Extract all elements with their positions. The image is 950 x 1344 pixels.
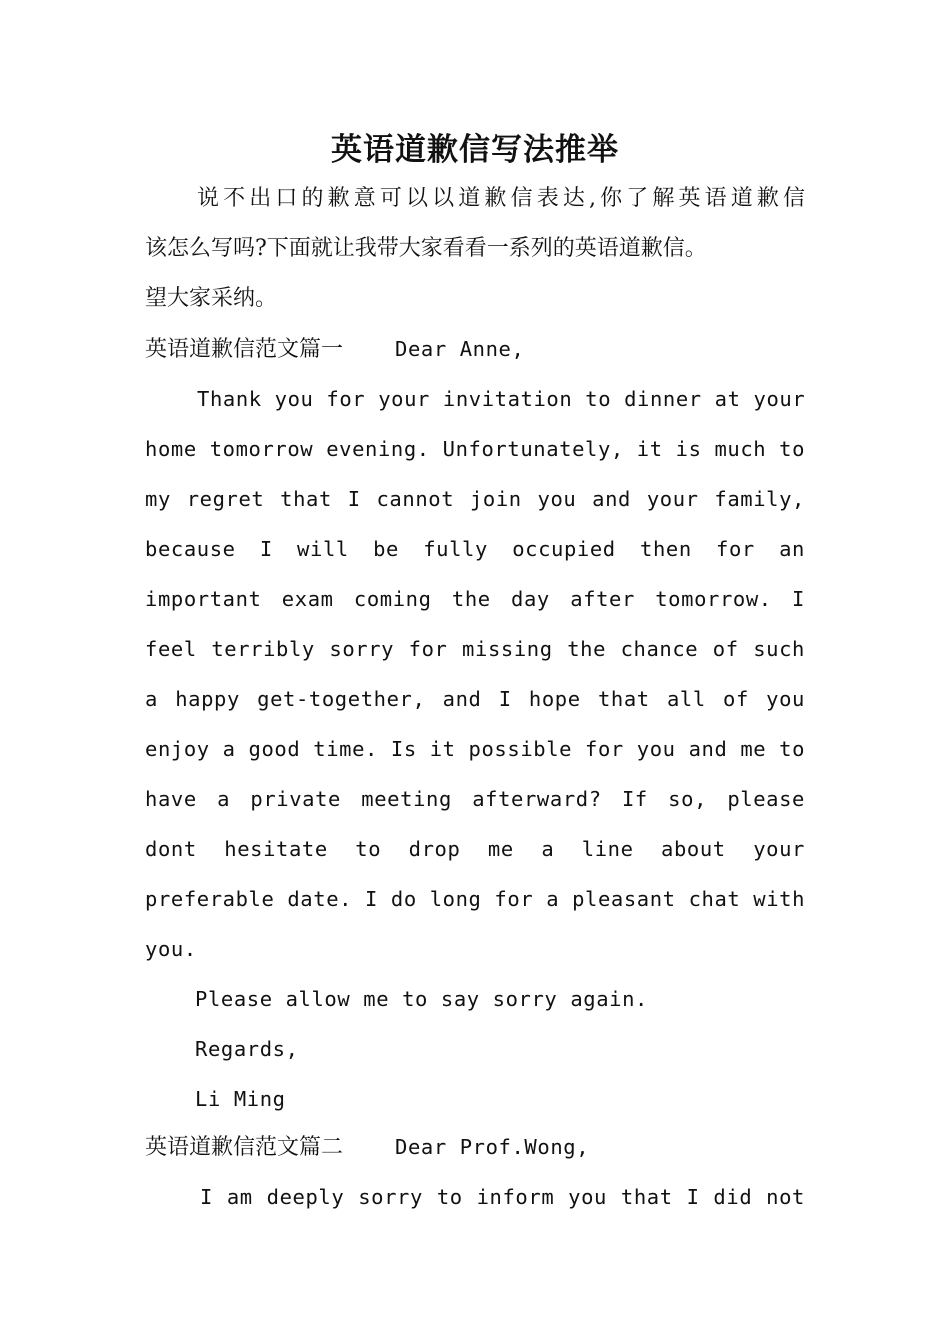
section1-salutation: Dear Anne, [395,337,525,361]
section1-body-line: my regret that I cannot join you and your family, [145,487,805,511]
section1-body-line: home tomorrow evening. Unfortunately, it is much to [145,437,806,461]
section1-body-line: preferable date. I do long for a pleasant chat with [145,887,806,911]
section1-body-line: have a private meeting afterward? If so, please [145,787,805,811]
section1-regards: Regards, [195,1037,299,1061]
section1-body-line: because I will be fully occupied then for an [145,537,805,561]
section2-body-line: I am deeply sorry to inform you that I did not [200,1185,805,1209]
section1-body-line: dont hesitate to drop me a line about your [145,837,805,861]
section1-heading-row [145,324,805,374]
section1-signature: Li Ming [195,1087,286,1111]
section1-body-line: a happy get-together, and I hope that all of you [145,687,805,711]
section2-heading-row [145,1122,805,1172]
section1-body-line: feel terribly sorry for missing the chance of such [145,637,805,661]
section1-body-line: you. [145,937,197,961]
section2-salutation: Dear Prof.Wong, [395,1135,590,1159]
section1-body-line: enjoy a good time. Is it possible for you and me to [145,737,806,761]
section1-body-line: Thank you for your invitation to dinner at your [197,387,806,411]
intro-line-3: 望大家采纳。 [145,286,278,311]
intro-line-1: 说不出口的歉意可以以道歉信表达,你了解英语道歉信 [197,186,805,211]
section1-closing-line: Please allow me to say sorry again. [195,987,648,1011]
section2-heading: 英语道歉信范文篇二 [145,1135,344,1160]
section1-body-line: important exam coming the day after tomorrow. I [145,587,805,611]
section1-heading: 英语道歉信范文篇一 [145,337,344,362]
intro-line-2: 该怎么写吗?下面就让我带大家看看一系列的英语道歉信。 [145,236,707,261]
document-title: 英语道歉信写法推举 [331,132,619,168]
